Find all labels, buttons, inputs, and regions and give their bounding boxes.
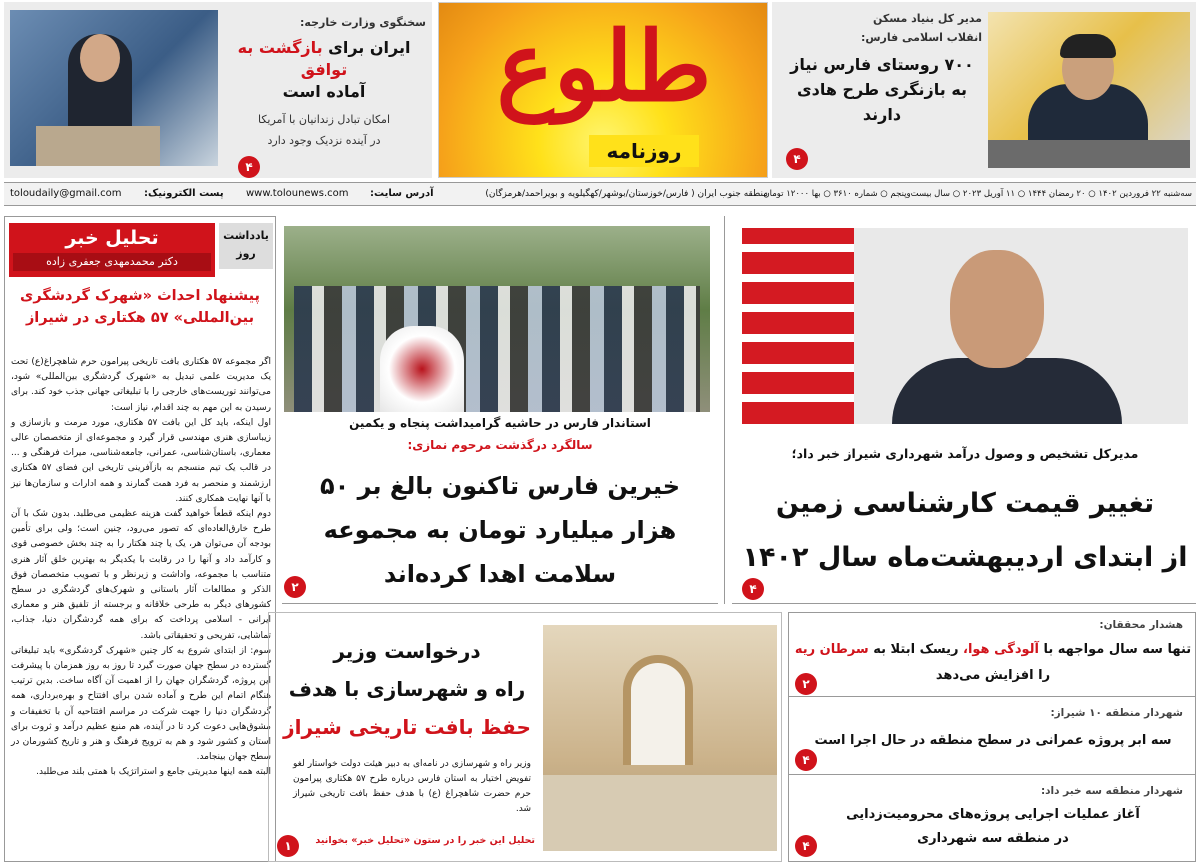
right-headline-2: از ابتدای اردیبهشت‌ماه سال ۱۴۰۲ [742, 542, 1188, 573]
brief-headline: سه ابر پروژه عمرانی در سطح منطقه در حال اجرا است [814, 733, 1172, 748]
column-author: دکتر محمدمهدی جعفری زاده [13, 253, 211, 271]
region: منطقه جنوب ایران ( فارس/خوزستان/بوشهر/کهگیلویه و بویراحمد/هرمزگان) [485, 189, 768, 199]
minister-headline-2: راه و شهرسازی با هدف [288, 677, 526, 701]
masthead [438, 2, 768, 178]
brief-3 [789, 775, 1195, 861]
minister-headline-red: حفظ بافت تاریخی شیراز [283, 715, 531, 739]
brief-2 [789, 697, 1195, 775]
page-number-badge [795, 673, 817, 695]
headline: ایران برای بازگشت به توافق آماده است [237, 38, 411, 101]
arch [623, 655, 693, 765]
column-tag: یادداشت روز [219, 223, 273, 269]
caption-1: استاندار فارس در حاشیه گرامیداشت پنجاه و یکمین [349, 416, 651, 430]
top-right-text [782, 12, 982, 127]
center-story [282, 216, 718, 604]
email[interactable]: toloudaily@gmail.com [10, 188, 122, 199]
minister-headline-1: درخواست وزیر [333, 639, 481, 663]
kicker-1: مدیر کل بنیاد مسکن [872, 12, 982, 25]
brief-1 [789, 613, 1195, 697]
kicker: سخنگوی وزارت خارجه: [300, 16, 426, 29]
vertical-rule [724, 216, 725, 604]
ceremony-photo [284, 226, 710, 412]
housing-official-photo [988, 12, 1190, 168]
spokesman-photo [10, 10, 218, 166]
page-number-badge [742, 578, 764, 600]
logo-text: طلوع [496, 10, 712, 123]
brief-headline-1: آغاز عملیات اجرایی پروژه‌های محرومیت‌زدایی [846, 807, 1140, 822]
official-photo [742, 228, 1188, 424]
top-right-box [772, 2, 1196, 178]
caption-2: سالگرد درگذشت مرحوم نمازی: [407, 438, 593, 452]
headline: ۷۰۰ روستای فارس نیاز به بازنگری طرح هادی دارند [790, 55, 974, 124]
spokesman-face [80, 34, 120, 82]
top-left-box [4, 2, 432, 178]
brief-kicker: شهردار منطقه سه خبر داد: [1040, 785, 1183, 797]
kicker-2: انقلاب اسلامی فارس: [860, 31, 982, 44]
minister-story [268, 612, 782, 862]
website[interactable]: www.tolounews.com [246, 188, 349, 199]
subhead-2: در آینده نزدیک وجود دارد [267, 134, 381, 147]
page-number-badge [795, 835, 817, 857]
center-headline: خیرین فارس تاکنون بالغ بر ۵۰ هزار میلیارد تومان به مجموعه سلامت اهدا کرده‌اند [319, 472, 681, 588]
column-body: اگر مجموعه ۵۷ هکتاری بافت تاریخی پیرامون حرم شاهچراغ(ع) تحت یک مدیریت علمی تبدیل به «شهرک گردشگری بین‌المللی» شود، می‌توانند توریست‌های خارجی را با تبلیغاتی جهانی جذب خود کند. برای رسیدن به این مهم به چند اقدام، نیاز است: اول اینکه، باید کل این بافت ۵۷ هکتاری، مورد مرمت و بازسازی و زیباسازی هنری مهندسی قرار گیرد و مجموعه‌ای از متخصصان عالی معماری، باستان‌شناسی، عمرانی، جامعه‌شناسی، میراث فرهنگی و ... در قالب یک تیم منسجم به بازآفرینی تاریخی این فضای ۵۷ هکتاری ارزشمند و منحصر به فرد همت گمارند و همه ادارات و سازمان‌ها نیز با آنها نهایت همکاری کنند. دوم اینکه قطعاً خواهید گفت هزینه عظیمی می‌طلبد. بدون شک با آن طرح خارق‌العاده‌ای که تصور می‌رود، چنین است؛ ولی برای تأمین بودجه آن می‌توان هر، یک یا چند هکتار را به چند بخش خصوصی قوی و کارآمد داد و آنها را در رقابت با یکدیگر به بهترین خلق آثار هنری متناسب با مجموعه، واداشت و زیرنظر و با تصویب متخصصان فوق الذکر و مطالعات آثار باستانی و شهرک‌های گردشگری در سطح کشورهای دیگر به طرحی خلاقانه و برجسته از تلفیق هنر و معماری ایرانی - اسلامی پرداخت که برای همه گردشگران دنیا، جذاب، تماشایی، تفریحی و تحقیقاتی باشد. سوم: از ابتدای شروع به کار چنین «شهرک گردشگری» باید تبلیغاتی گسترده در سطح جهان صورت گیرد تا روز به روز همزمان با پیشرفت این پروژه، گردشگران جهان را از اهمیت آن آگاه ساخت. بدین ترتیب هنگام اتمام این طرح و آماده شدن برای افتتاح و بهره‌برداری، همه گردشگران دنیا را جهت شرکت در مراسم افتتاحیه آن با تخفیفات و مشوق‌هایی دعوت کرد تا در آینده، هم منبع عظیم درآمد و ثروت برای استان و کشور شود و هم به ترویج فرهنگ و هنر و تاریخ کشورمان در سطح جهان بینجامد. البته همه اینها مدیریتی جامع و استراتژیک با همتی بلند می‌طلبد. [11, 357, 271, 778]
page-number-badge [238, 156, 260, 178]
subhead-1: امکان تبادل زندانیان با آمریکا [258, 113, 390, 126]
alley-floor [543, 775, 777, 851]
official-face [950, 250, 1044, 368]
column-title-box [9, 223, 215, 277]
right-kicker: مدیرکل تشخیص و وصول درآمد شهرداری شیراز خبر داد؛ [791, 446, 1139, 461]
info-bar [4, 182, 1196, 206]
desk [988, 140, 1190, 168]
top-left-text [222, 16, 426, 147]
column-headline: پیشنهاد احداث «شهرک گردشگری بین‌المللی» ۵۷ هکتاری در شیراز [20, 288, 260, 326]
issue-date: سه‌شنبه ۲۲ فروردین ۱۴۰۲ ○ ۲۰ رمضان ۱۴۴۴ ○ ۱۱ آوریل ۲۰۲۳ ○ سال بیست‌وپنجم ○ شماره ۳۶۱۰ ○ بها ۱۲۰۰۰ تومان [763, 189, 1192, 199]
right-main-story [732, 216, 1196, 604]
page-number-badge [277, 835, 299, 857]
brief-headline: تنها سه سال مواجهه با آلودگی هوا، ریسک ابتلا به سرطان ریه را افزایش می‌دهد [794, 642, 1192, 683]
page-number-badge [786, 148, 808, 170]
flowers [380, 326, 464, 412]
briefs-box [788, 612, 1196, 862]
right-headline-1: تغییر قیمت کارشناسی زمین [775, 488, 1155, 519]
official-suit [892, 358, 1122, 424]
column-title: تحلیل خبر [65, 227, 159, 249]
sub-logo: روزنامه [589, 135, 699, 167]
podium [36, 126, 160, 166]
website-label: آدرس سایت: [370, 188, 434, 199]
minister-body: وزیر راه و شهرسازی در نامه‌ای به دبیر هیئت دولت خواستار لغو تفویض اختیار به استان فارس درباره طرح ۵۷ هکتاری پیرامون حرم حضرت شاهچراغ (ع) با هدف حفظ بافت تاریخی شیراز شد. [293, 759, 531, 814]
brief-kicker: شهردار منطقه ۱۰ شیراز: [1050, 707, 1183, 719]
page-number-badge [284, 576, 306, 598]
email-label: پست الکترونیک: [144, 188, 224, 199]
historic-alley-photo [543, 625, 777, 851]
crowd [294, 286, 700, 412]
minister-note: تحلیل این خبر را در ستون «تحلیل خبر» بخوانید [315, 835, 535, 846]
page-number-badge [795, 749, 817, 771]
brief-headline-2: در منطقه سه شهرداری [917, 831, 1069, 846]
official-hair [1060, 34, 1116, 58]
flag-stripes [742, 228, 854, 424]
brief-kicker: هشدار محققان: [1099, 619, 1183, 631]
analysis-column [4, 216, 276, 862]
